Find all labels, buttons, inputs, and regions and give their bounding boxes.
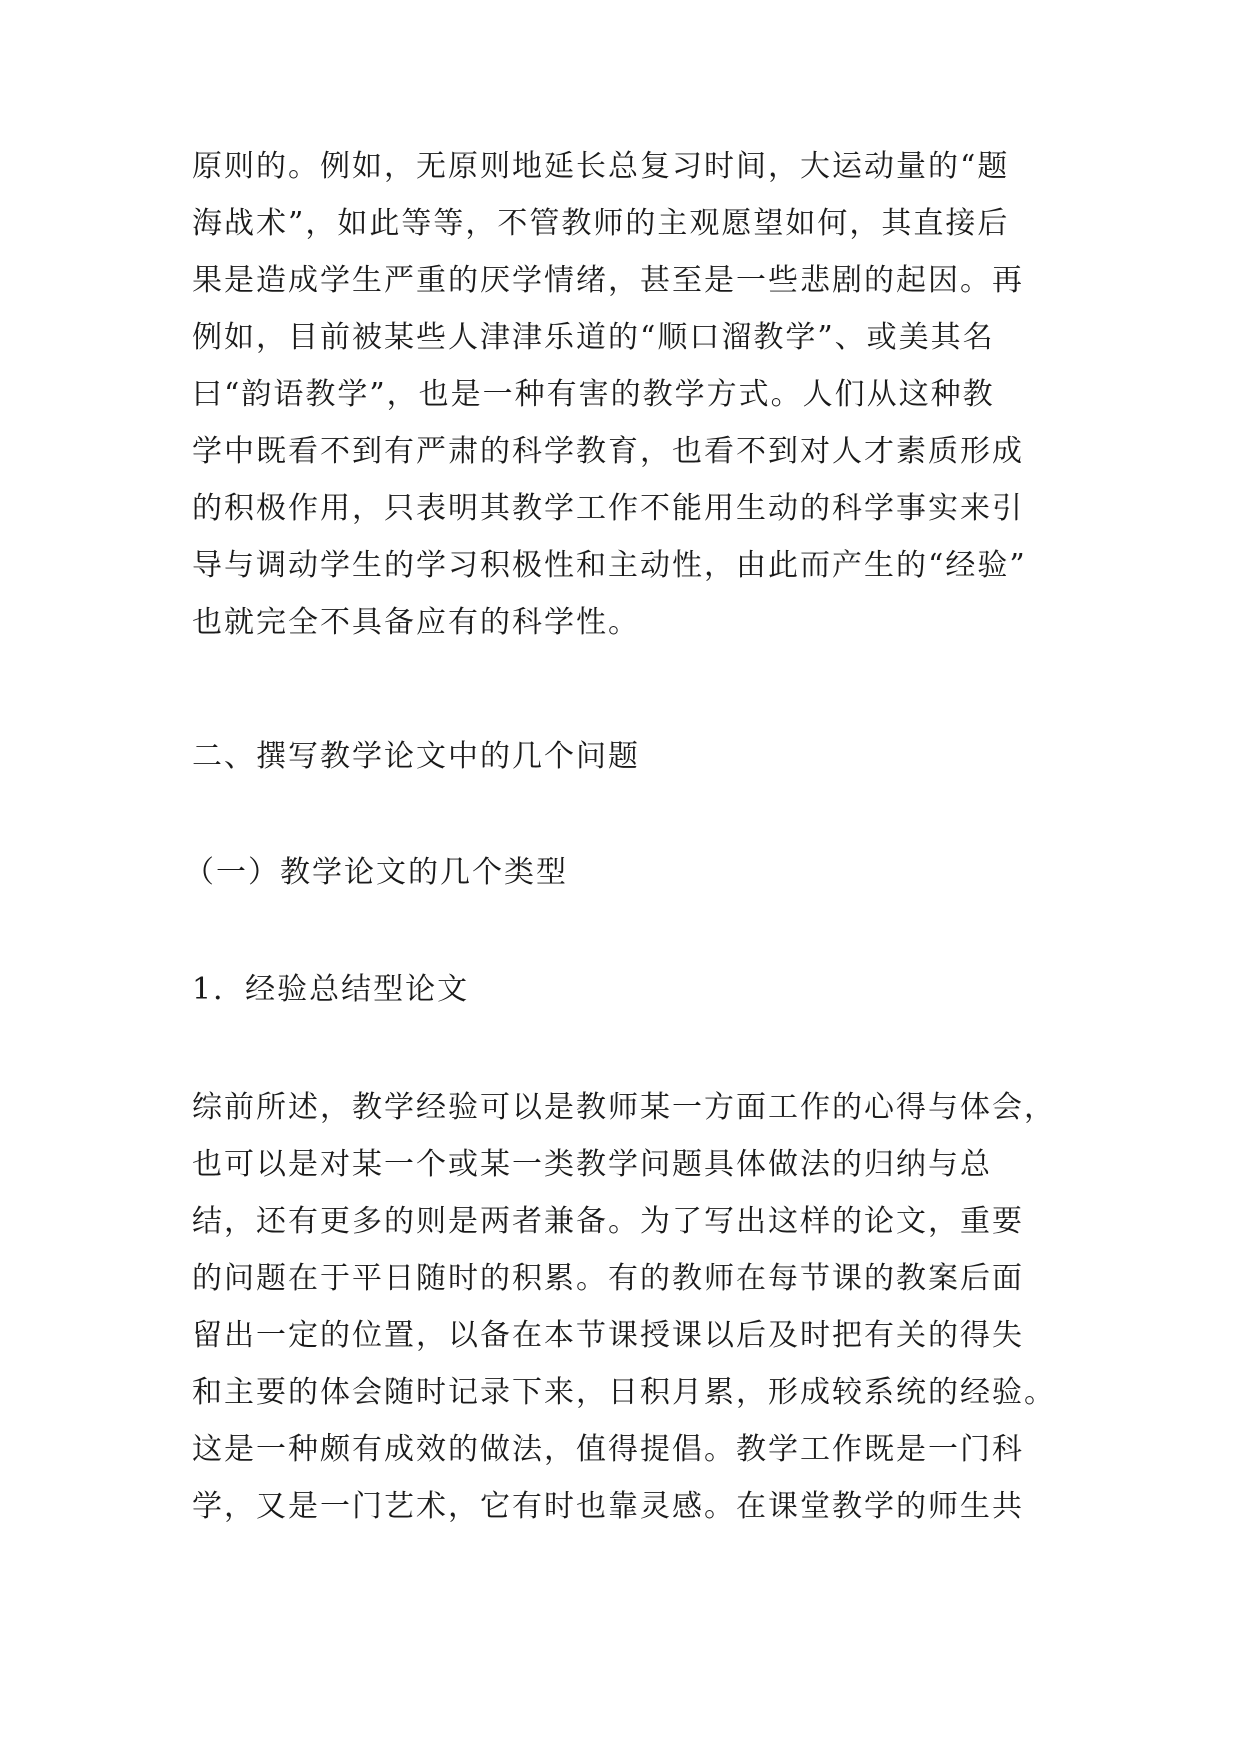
paragraph-line: 和主要的体会随时记录下来，日积月累，形成较系统的经验。 (192, 1375, 1056, 1410)
section-heading: 二、撰写教学论文中的几个问题 (192, 739, 640, 774)
paragraph-line: 的问题在于平日随时的积累。有的教师在每节课的教案后面 (192, 1261, 1024, 1296)
paragraph-line: 也可以是对某一个或某一类教学问题具体做法的归纳与总 (192, 1147, 992, 1182)
paragraph-line: 也就完全不具备应有的科学性。 (192, 605, 640, 640)
paragraph-line: 果是造成学生严重的厌学情绪，甚至是一些悲剧的起因。再 (192, 263, 1024, 298)
paragraph-line: 海战术”，如此等等，不管教师的主观愿望如何，其直接后 (192, 206, 1010, 241)
paragraph-line: 学，又是一门艺术，它有时也靠灵感。在课堂教学的师生共 (192, 1489, 1024, 1524)
paragraph-line: 的积极作用，只表明其教学工作不能用生动的科学事实来引 (192, 491, 1024, 526)
paragraph-line: 这是一种颇有成效的做法，值得提倡。教学工作既是一门科 (192, 1432, 1024, 1467)
paragraph-line: 留出一定的位置，以备在本节课授课以后及时把有关的得失 (192, 1318, 1024, 1353)
item-heading: 1．经验总结型论文 (192, 972, 470, 1007)
paragraph-line: 结，还有更多的则是两者兼备。为了写出这样的论文，重要 (192, 1204, 1024, 1239)
paragraph-line: 学中既看不到有严肃的科学教育，也看不到对人才素质形成 (192, 434, 1024, 469)
paragraph-line: 曰“韵语教学”，也是一种有害的教学方式。人们从这种教 (192, 377, 995, 412)
paragraph-line: 原则的。例如，无原则地延长总复习时间，大运动量的“题 (192, 149, 1010, 184)
paragraph-line: 导与调动学生的学习积极性和主动性，由此而产生的“经验” (192, 548, 1027, 583)
paragraph-line: 综前所述，教学经验可以是教师某一方面工作的心得与体会， (192, 1090, 1056, 1125)
subsection-heading: （一）教学论文的几个类型 (184, 855, 568, 890)
paragraph-line: 例如，目前被某些人津津乐道的“顺口溜教学”、或美其名 (192, 320, 995, 355)
